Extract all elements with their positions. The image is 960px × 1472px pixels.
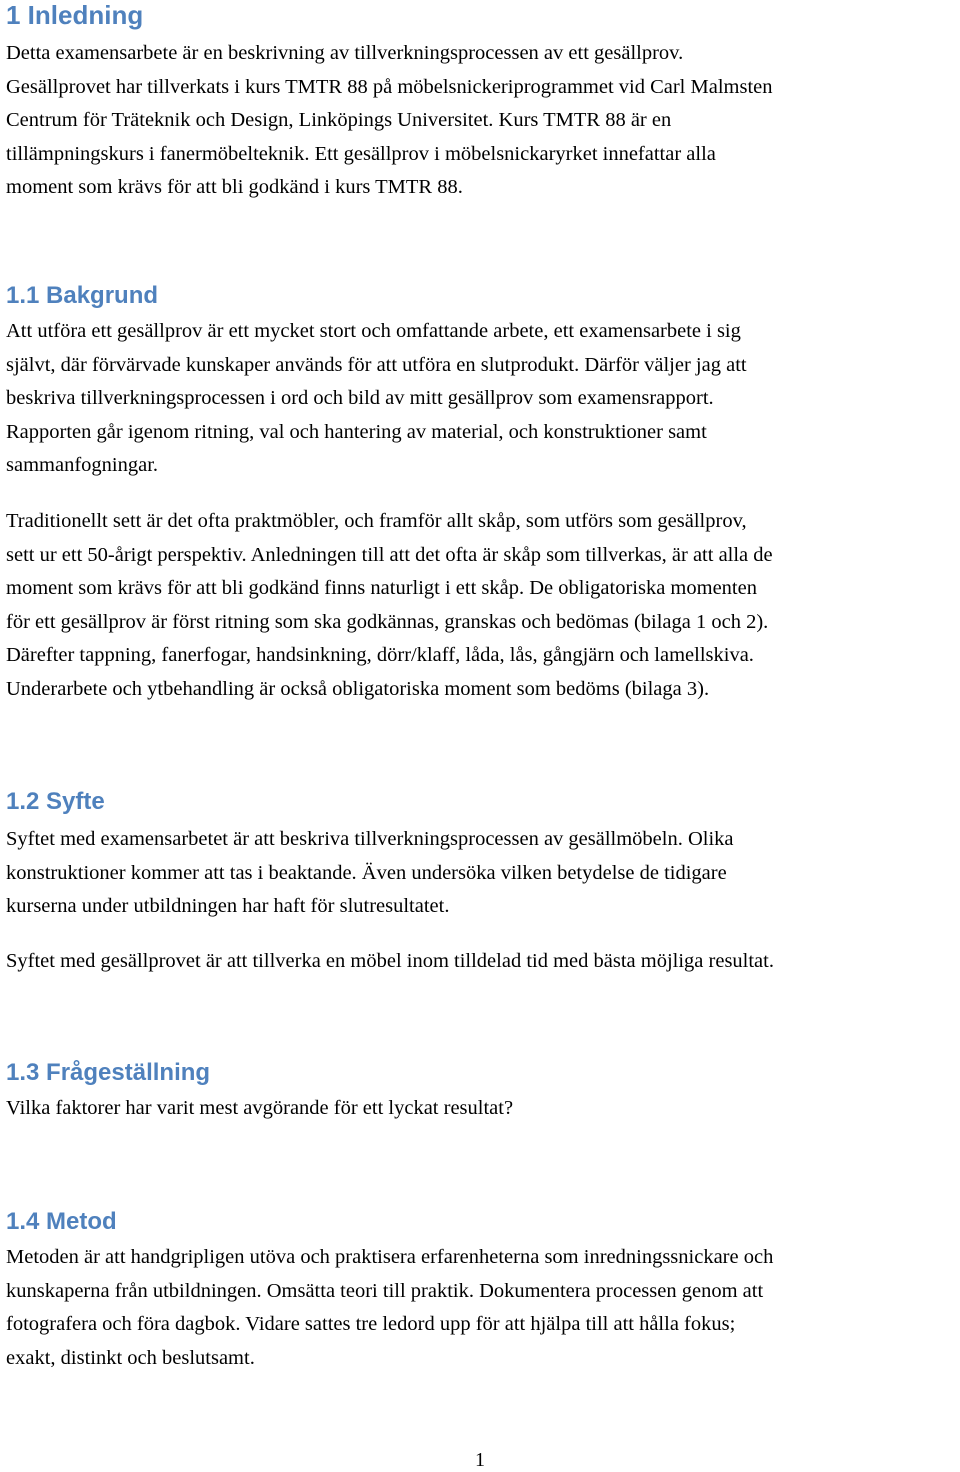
text-line: Att utföra ett gesällprov är ett mycket stort och omfattande arbete, ett examensarbete i sig [6,320,741,342]
section-heading-syfte: 1.2 Syfte [6,788,105,815]
paragraph-syfte-1 [6,823,958,924]
paragraph-syfte-2 [6,945,958,979]
text-line: Centrum för Träteknik och Design, Linköpings Universitet. Kurs TMTR 88 är en [6,109,672,132]
text-line: kunskaperna från utbildningen. Omsätta teori till praktik. Dokumentera processen genom att [6,1279,764,1302]
text-line: Gesällprovet har tillverkats i kurs TMTR 88 på möbelsnickeriprogrammet vid Carl Malmsten [6,75,773,98]
text-line: Underarbete och ytbehandling är också obligatoriska moment som bedöms (bilaga 3). [6,677,710,700]
text-line: Metoden är att handgripligen utöva och praktisera erfarenheterna som inredningssnickare och [6,1246,774,1268]
text-line: fotografera och föra dagbok. Vidare sattes tre ledord upp för att hjälpa till att hålla fokus; [6,1313,736,1336]
text-line: Syftet med gesällprovet är att tillverka en möbel inom tilldelad tid med bästa möjliga resultat. [6,950,774,972]
text-line: Syftet med examensarbetet är att beskriva tillverkningsprocessen av gesällmöbeln. Olika [6,828,734,850]
text-line: Traditionellt sett är det ofta praktmöbler, och framför allt skåp, som utförs som gesällprov, [6,510,747,532]
text-line: Rapporten går igenom ritning, val och hantering av material, och konstruktioner samt [6,420,707,443]
text-line: moment som krävs för att bli godkänd i kurs TMTR 88. [6,176,463,199]
text-line: Därefter tappning, fanerfogar, handsinkning, dörr/klaff, låda, lås, gångjärn och lamellskiva. [6,644,754,667]
paragraph-bakgrund-2 [6,505,958,707]
text-line: sett ur ett 50-årigt perspektiv. Anledningen till att det ofta är skåp som tillverkas, är att alla de [6,543,773,566]
paragraph-inledning [6,37,958,205]
text-line: för ett gesällprov är först ritning som ska godkännas, granskas och bedömas (bilaga 1 och 2). [6,610,769,633]
paragraph-metod [6,1241,958,1375]
page-number: 1 [475,1449,485,1471]
text-line: kurserna under utbildningen har haft för slutresultatet. [6,895,450,918]
section-heading-metod: 1.4 Metod [6,1208,117,1235]
text-line: beskriva tillverkningsprocessen i ord och bild av mitt gesällprov som examensrapport. [6,387,714,410]
text-line: självt, där förvärvade kunskaper används för att utföra en slutprodukt. Därför väljer jag att [6,353,747,376]
section-heading-inledning: 1 Inledning [6,0,144,30]
text-line: tillämpningskurs i fanermöbelteknik. Ett gesällprov i möbelsnickaryrket innefattar alla [6,142,716,165]
text-line: moment som krävs för att bli godkänd finns naturligt i ett skåp. De obligatoriska momenten [6,577,757,600]
section-heading-bakgrund: 1.1 Bakgrund [6,282,159,309]
text-line: exakt, distinkt och beslutsamt. [6,1346,255,1369]
section-heading-fragestallning: 1.3 Frågeställning [6,1059,211,1086]
text-line: Vilka faktorer har varit mest avgörande för ett lyckat resultat? [6,1097,514,1119]
text-line: konstruktioner kommer att tas i beaktande. Även undersöka vilken betydelse de tidigare [6,861,727,884]
document-page [6,0,958,1472]
paragraph-bakgrund-1 [6,315,958,483]
text-line: sammanfogningar. [6,454,159,477]
text-line: Detta examensarbete är en beskrivning av tillverkningsprocessen av ett gesällprov. [6,42,684,64]
paragraph-fragestallning [6,1092,958,1126]
